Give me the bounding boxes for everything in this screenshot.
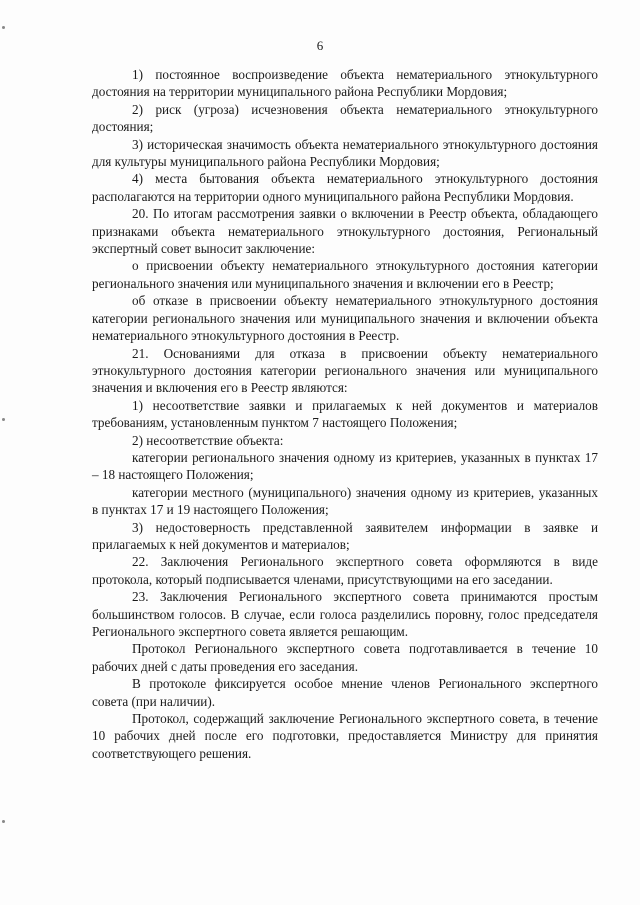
paragraph-criterion-4: 4) места бытования объекта нематериального этнокультурного достояния располагаются на территории одного муниципального района Республики Мордовия.	[92, 171, 598, 204]
paragraph-item-21-reason-2: 2) несоответствие объекта:	[132, 432, 284, 448]
paragraph-item-21-reason-3: 3) недостоверность представленной заявителем информации в заявке и прилагаемых к ней документов и материалов;	[92, 519, 598, 552]
scan-mark	[2, 26, 5, 29]
paragraph-item-20: 20. По итогам рассмотрения заявки о включении в Реестр объекта, обладающего признаками объекта нематериального этнокультурного достояния, Региональный экспертный совет выносит заключение:	[92, 206, 598, 257]
paragraph-item-21-reason-2b: категории местного (муниципального) значения одному из критериев, указанных в пунктах 17 и 19 настоящего Положения;	[92, 484, 598, 518]
page-number: 6	[316, 38, 324, 53]
paragraph-item-22: 22. Заключения Регионального экспертного совета оформляются в виде протокола, который подписывается членами, присутствующими на его заседании.	[92, 554, 598, 587]
paragraph-item-21: 21. Основаниями для отказа в присвоении объекту нематериального этнокультурного достояния категории регионального значения или муниципального значения и включения его в Реестр являются:	[92, 345, 598, 396]
paragraph-criterion-1: 1) постоянное воспроизведение объекта нематериального этнокультурного достояния на территории муниципального района Республики Мордовия;	[92, 67, 598, 100]
paragraph-dissenting-opinion: В протоколе фиксируется особое мнение членов Регионального экспертного совета (при наличии).	[92, 676, 598, 709]
scan-mark	[2, 418, 5, 421]
paragraph-item-20-option-1: о присвоении объекту нематериального этнокультурного достояния категории регионального значения или муниципального значения и включении его в Реестр;	[92, 258, 598, 291]
document-body	[92, 66, 598, 762]
paragraph-item-20-option-2: об отказе в присвоении объекту нематериального этнокультурного достояния категории регионального значения или муниципального значения и включении объекта нематериального этнокультурного достояния в Реестр.	[92, 293, 598, 344]
paragraph-item-23: 23. Заключения Регионального экспертного совета принимаются простым большинством голосов. В случае, если голоса разделились поровну, голос председателя Регионального экспертного совета является решающим.	[92, 589, 598, 639]
paragraph-item-21-reason-1: 1) несоответствие заявки и прилагаемых к ней документов и материалов требованиям, установленным пунктом 7 настоящего Положения;	[92, 397, 598, 431]
paragraph-protocol-submission: Протокол, содержащий заключение Регионального экспертного совета, в течение 10 рабочих дней после его подготовки, предоставляется Министру для принятия соответствующего решения.	[92, 711, 598, 761]
paragraph-criterion-2: 2) риск (угроза) исчезновения объекта нематериального этнокультурного достояния;	[92, 101, 598, 135]
scan-mark	[2, 820, 5, 823]
paragraph-item-21-reason-2a: категории регионального значения одному из критериев, указанных в пунктах 17 – 18 настоящего Положения;	[92, 449, 598, 483]
paragraph-criterion-3: 3) историческая значимость объекта нематериального этнокультурного достояния для культуры муниципального района Республики Мордовия;	[92, 136, 598, 170]
paragraph-protocol-deadline: Протокол Регионального экспертного совета подготавливается в течение 10 рабочих дней с даты проведения его заседания.	[92, 641, 598, 674]
